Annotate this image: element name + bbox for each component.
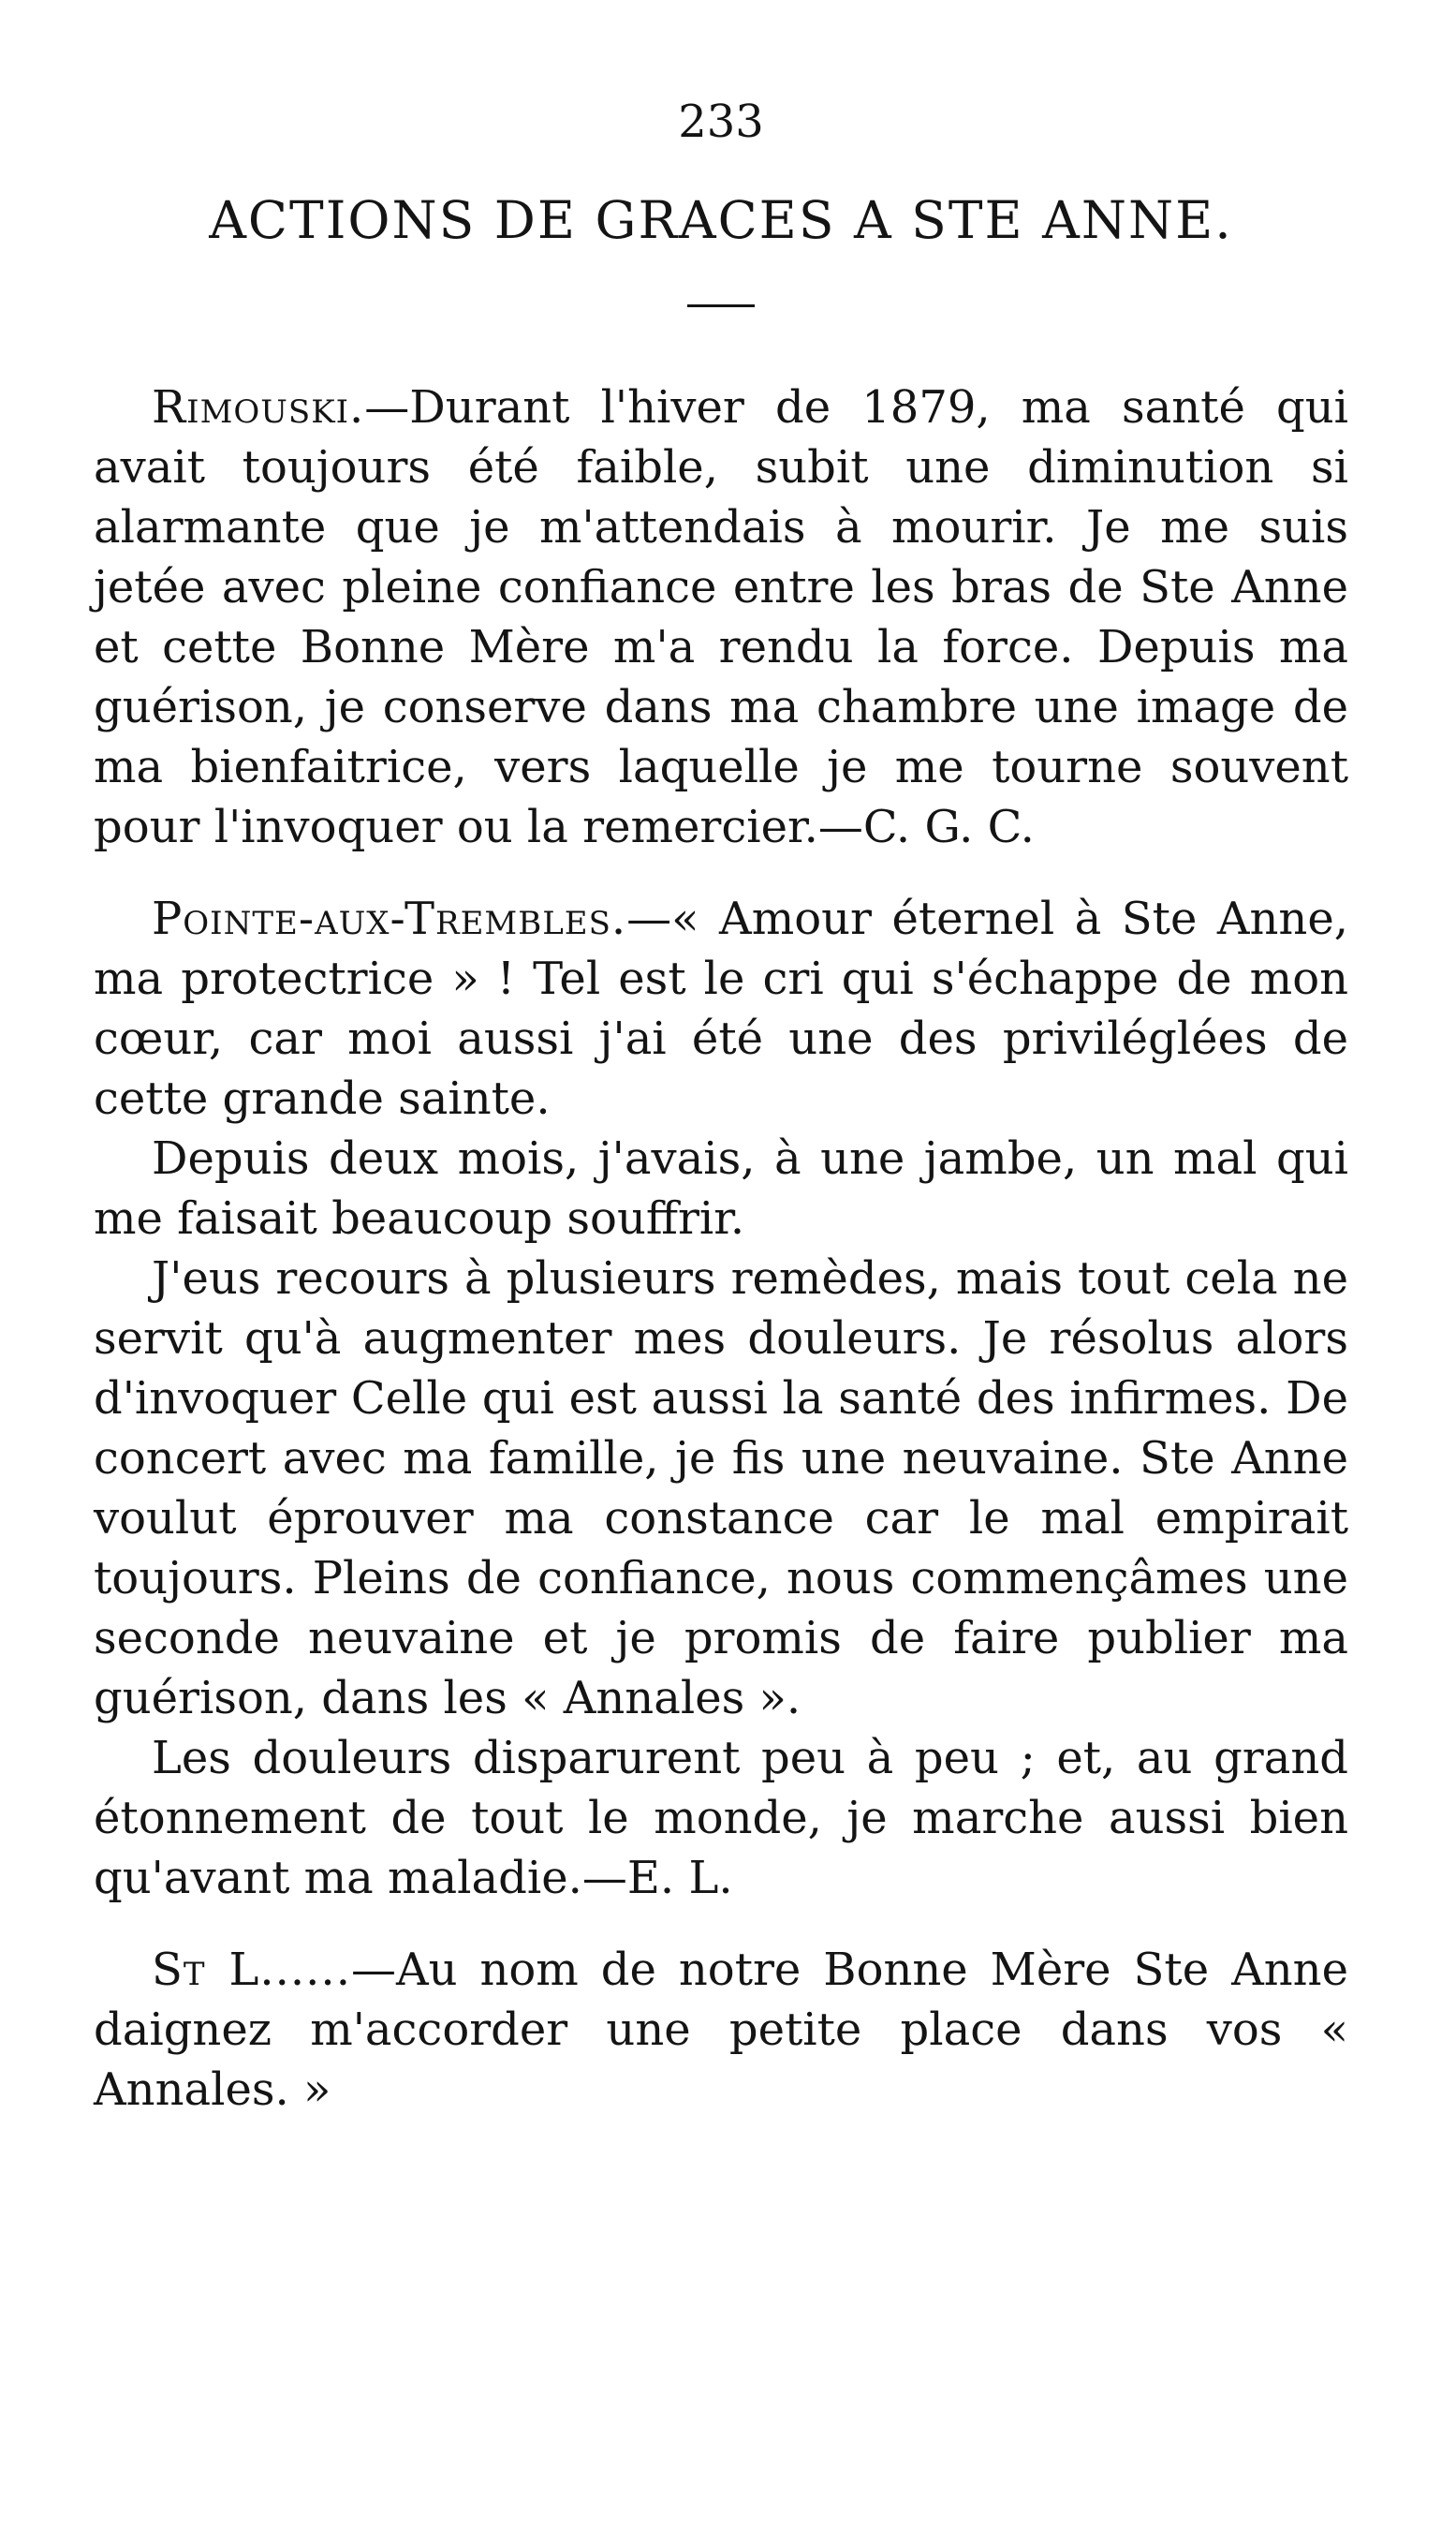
entry-place-name: Pointe-aux-Trembles. <box>152 893 627 945</box>
entry-paragraph: Depuis deux mois, j'avais, à une jambe, un mal qui me faisait beaucoup souffrir. <box>94 1132 1348 1245</box>
entry-place-name: St L...... <box>152 1944 351 1996</box>
entry-rimouski <box>94 377 1348 857</box>
entry-paragraph <box>94 1940 1348 2120</box>
entry-st-l <box>94 1940 1348 2120</box>
entry-paragraph: J'eus recours à plusieurs remèdes, mais tout cela ne servit qu'à augmenter mes douleurs. Je résolus alors d'invoquer Celle qui est aussi la santé des infirmes. De concert avec ma famille, je fis une neuvaine. Ste Anne voulut éprouver ma constance car le mal empirait toujours. Pleins de confiance, nous commençâmes une seconde neuvaine et je promis de faire publier ma guérison, dans les « Annales ». <box>94 1252 1348 1724</box>
entry-paragraph <box>94 377 1348 857</box>
entry-pointe-aux-trembles <box>94 889 1348 1908</box>
entry-text: —Durant l'hiver de 1879, ma santé qui avait toujours été faible, subit une diminution si alarmante que je m'attendais à mourir. Je me suis jetée avec pleine confiance entre les bras de Ste Anne et cette Bonne Mère m'a rendu la force. Depuis ma guérison, je conserve dans ma chambre une image de ma bienfaitrice, vers laquelle je me tourne souvent pour l'invoquer ou la remercier.—C. G. C. <box>94 381 1348 853</box>
entry-paragraph: Les douleurs disparurent peu à peu ; et, au grand étonnement de tout le monde, je marche aussi bien qu'avant ma maladie.—E. L. <box>94 1732 1348 1904</box>
title-separator <box>687 304 755 307</box>
entry-paragraph <box>94 889 1348 1129</box>
page-number: 233 <box>678 96 764 148</box>
entry-text: —« Amour éternel à Ste Anne, ma protectrice » ! Tel est le cri qui s'échappe de mon cœur, car moi aussi j'ai été une des priviléglées de cette grande sainte. <box>94 893 1348 1125</box>
page-title: ACTIONS DE GRACES A STE ANNE. <box>209 190 1233 250</box>
entry-text: —Au nom de notre Bonne Mère Ste Anne daignez m'accorder une petite place dans vos « Annales. » <box>94 1944 1348 2116</box>
entry-place-name: Rimouski. <box>152 381 365 434</box>
book-page <box>94 94 1348 2151</box>
